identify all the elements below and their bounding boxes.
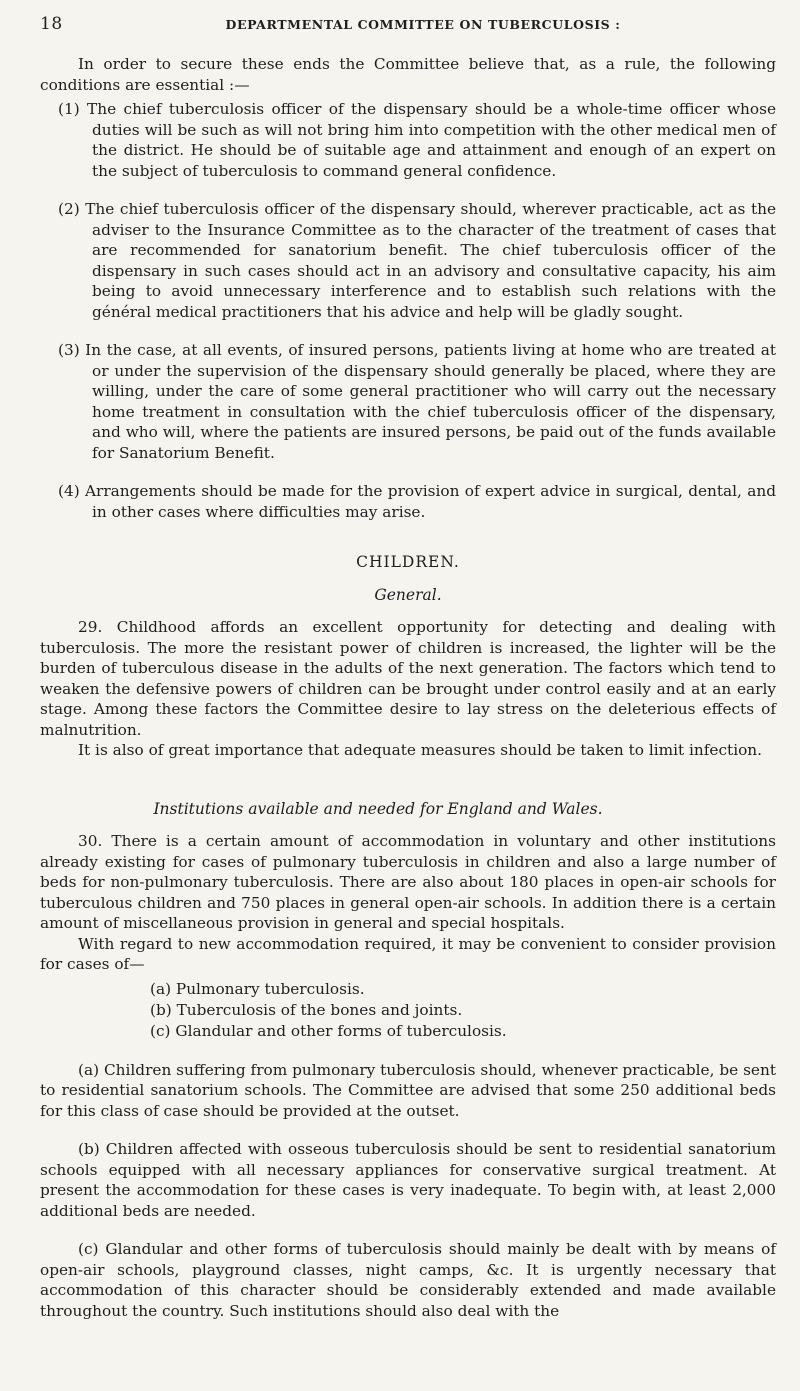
- subheading-general: General.: [374, 585, 442, 604]
- paragraph-30-continued: With regard to new accommodation required, it may be convenient to consider provision for cases of—: [40, 934, 776, 973]
- paragraph-30: 30. There is a certain amount of accommodation in voluntary and other institutions already existing for cases of pulmonary tuberculosis in children and also a large number of beds for non-pulmonary tuberculosis. There are also about 180 places in open-air schools for tuberculous children and 750 places in general open-air schools. In addition there is a certain amount of miscellaneous provision in general and special hospitals.: [40, 832, 776, 932]
- paragraph-b: (b) Children affected with osseous tuberculosis should be sent to residential sanatorium schools equipped with all necessary appliances for conservative surgical treatment. At present the accommodation for these cases is very inadequate. To begin with, at least 2,000 additional beds are needed.: [40, 1140, 776, 1220]
- page-header: [40, 14, 776, 54]
- condition-item-1: (1) The chief tuberculosis officer of the dispensary should be a whole-time officer whose duties will be such as will not bring him into competition with the other medical men of the district. He should be of suitable age and attainment and enough of an expert on the subject of tuberculosis to command general confidence.: [58, 100, 776, 180]
- paragraph-a: (a) Children suffering from pulmonary tuberculosis should, whenever practicable, be sent to residential sanatorium schools. The Committee are advised that some 250 additional beds for this class of case should be provided at the outset.: [40, 1060, 776, 1120]
- page-number: 18: [40, 14, 63, 34]
- paragraph-29-continued: It is also of great importance that adequate measures should be taken to limit infection.: [78, 741, 763, 759]
- list-item: (a) Pulmonary tuberculosis.: [150, 979, 365, 998]
- paragraph-c: (c) Glandular and other forms of tuberculosis should mainly be dealt with by means of open-air schools, playground classes, night camps, &c. It is urgently necessary that accommodation of this character should be considerably extended and made available throughout the country. Such institutions should also deal with the: [40, 1240, 776, 1320]
- case-type-list: [40, 979, 776, 1042]
- paragraph-29: 29. Childhood affords an excellent opportunity for detecting and dealing with tuberculosis. The more the resistant power of children is increased, the lighter will be the burden of tuberculous disease in the adults of the next generation. The factors which tend to weaken the defensive powers of children can be brought under control easily and at an early stage. Among these factors the Committee desire to lay stress on the deleterious effects of malnutrition.: [40, 618, 776, 739]
- list-item: (c) Glandular and other forms of tuberculosis.: [150, 1021, 507, 1040]
- section-heading-children: CHILDREN.: [356, 553, 460, 571]
- condition-item-3: (3) In the case, at all events, of insured persons, patients living at home who are treated at or under the supervision of the dispensary should generally be placed, where they are willing, under the care of some general practitioner who will carry out the necessary home treatment in consultation with the chief tuberculosis officer of the dispensary, and who will, where the patients are insured persons, be paid out of the funds available for Sanatorium Benefit.: [58, 341, 776, 462]
- running-title: DEPARTMENTAL COMMITTEE ON TUBERCULOSIS :: [225, 17, 621, 32]
- condition-item-2: (2) The chief tuberculosis officer of the dispensary should, wherever practicable, act as the adviser to the Insurance Committee as to the character of the treatment of cases that are recommended for sanatorium benefit. The chief tuberculosis officer of the dispensary in such cases should act in an advisory and consultative capacity, his aim being to avoid unnecessary interference and to establish such relations with the général medical practitioners that his advice and help will be gladly sought.: [58, 200, 776, 321]
- list-item: (b) Tuberculosis of the bones and joints.: [150, 1000, 463, 1019]
- subheading-institutions: Institutions available and needed for England and Wales.: [153, 799, 603, 818]
- condition-item-4: (4) Arrangements should be made for the provision of expert advice in surgical, dental, and in other cases where difficulties may arise.: [58, 482, 776, 521]
- intro-paragraph: In order to secure these ends the Committee believe that, as a rule, the following conditions are essential :—: [40, 55, 776, 94]
